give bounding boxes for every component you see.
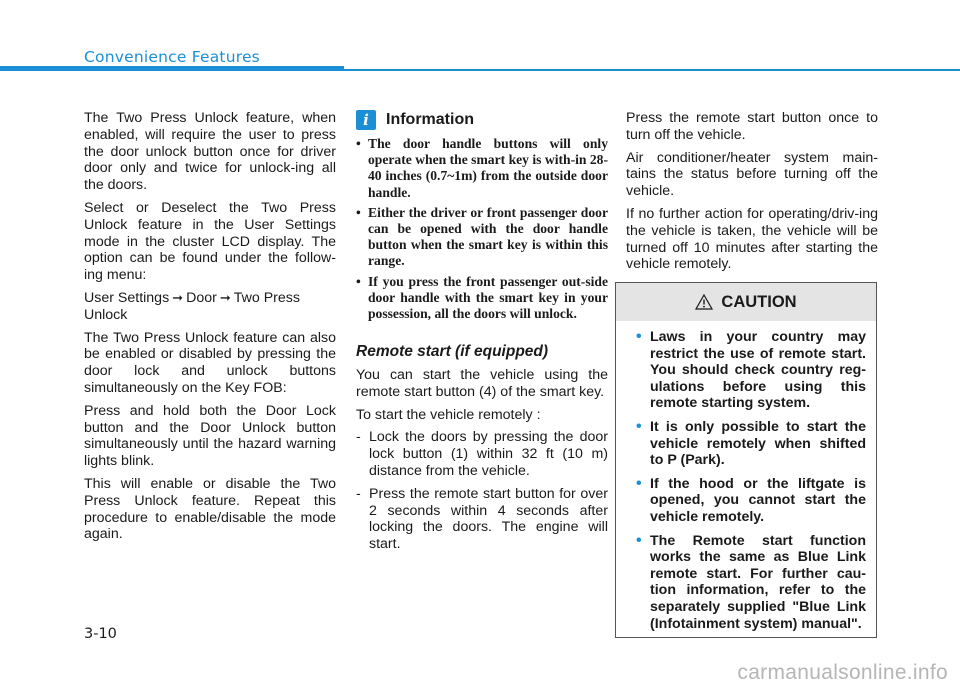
arrow-right-icon: ➞	[219, 289, 231, 305]
arrow-right-icon: ➞	[172, 289, 184, 305]
paragraph: If no further action for operating/driv-ing the vehicle is taken, the vehicle will be turned off 10 minutes after starting the vehicle remotely.	[626, 205, 878, 273]
warning-triangle-icon	[695, 294, 713, 310]
column-right	[626, 110, 878, 279]
caution-header	[616, 283, 876, 321]
header-rule-thick	[0, 66, 344, 71]
caution-item: • The Remote start function works the same as Blue Link remote start. For further cau-tion information, refer to the separately supplied "Blue Link (Infotainment system) manual".	[636, 533, 866, 633]
watermark: carmanualsonline.info	[737, 661, 948, 684]
header-rule-thin	[344, 69, 960, 71]
paragraph: You can start the vehicle using the remote start button (4) of the smart key.	[356, 367, 608, 400]
caution-item: • It is only possible to start the vehicle remotely when shifted to P (Park).	[636, 419, 866, 469]
page-number: 3-10	[84, 626, 117, 642]
caution-title: CAUTION	[721, 292, 797, 311]
info-list	[356, 136, 608, 322]
column-middle	[356, 110, 608, 559]
menu-path-item: Door	[186, 289, 217, 306]
remote-start-steps	[356, 429, 608, 553]
caution-list	[616, 321, 876, 632]
info-item: • The door handle buttons will only operate when the smart key is with-in 28-40 inches (0.7~1m) from the outside door handle.	[356, 136, 608, 201]
menu-path	[84, 290, 336, 324]
menu-path-item: User Settings	[84, 289, 170, 306]
column-left	[84, 110, 336, 549]
menu-path-item: Two Press Unlock	[84, 289, 300, 323]
paragraph: Air conditioner/heater system main-tains the status before turning off the vehicle.	[626, 149, 878, 200]
info-title: Information	[386, 110, 474, 128]
caution-item: • Laws in your country may restrict the use of remote start. You should check country reg-ulations before using this remote starting system.	[636, 329, 866, 412]
paragraph: To start the vehicle remotely :	[356, 406, 541, 423]
remote-start-heading: Remote start (if equipped)	[356, 343, 549, 361]
caution-box	[615, 282, 877, 638]
caution-item: • If the hood or the liftgate is opened, you cannot start the vehicle remotely.	[636, 476, 866, 526]
paragraph: Press the remote start button once to turn off the vehicle.	[626, 110, 878, 143]
paragraph: The Two Press Unlock feature can also be enabled or disabled by pressing the door lock and unlock buttons simultaneously on the Key FOB:	[84, 329, 336, 396]
info-item: • Either the driver or front passenger door can be opened with the door handle button when the smart key is within this range.	[356, 205, 608, 270]
step-item: - Press the remote start button for over 2 seconds within 4 seconds after locking the doors. The engine will start.	[356, 486, 608, 553]
paragraph: This will enable or disable the Two Press Unlock feature. Repeat this procedure to enable/disable the mode again.	[84, 475, 336, 543]
paragraph: Select or Deselect the Two Press Unlock feature in the User Settings mode in the cluster LCD display. The option can be found under the follow-ing menu:	[84, 199, 336, 284]
step-item: - Lock the doors by pressing the door lock button (1) within 32 ft (10 m) distance from the vehicle.	[356, 429, 608, 479]
info-icon: i	[356, 110, 376, 130]
paragraph: The Two Press Unlock feature, when enabled, will require the user to press the door unlock button once for driver door only and twice for unlock-ing all the doors.	[84, 110, 336, 194]
section-title: Convenience Features	[84, 48, 260, 66]
paragraph: Press and hold both the Door Lock button and the Door Unlock button simultaneously until the hazard warning lights blink.	[84, 402, 336, 470]
info-heading	[356, 110, 608, 130]
info-item: • If you press the front passenger out-side door handle with the smart key in your possession, all the doors will unlock.	[356, 274, 608, 323]
